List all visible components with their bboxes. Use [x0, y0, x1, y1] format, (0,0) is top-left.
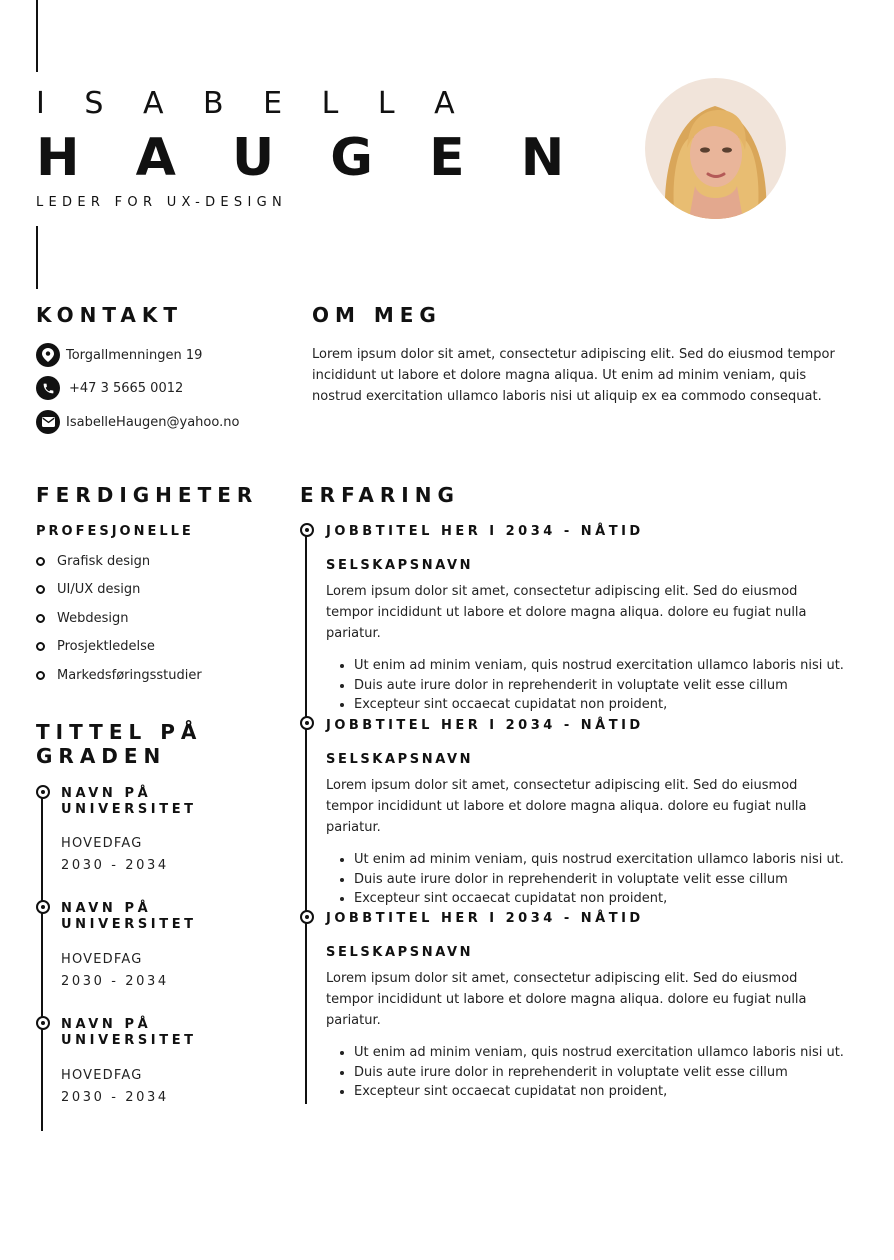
job-description: Lorem ipsum dolor sit amet, consectetur adipiscing elit. Sed do eiusmod tempor incididunt ut labore et dolore magna aliqua. dolore eu fugiat nulla pariatur.: [326, 778, 807, 835]
skills-heading: FERDIGHETER: [36, 483, 259, 507]
skill-item: UI/UX design: [36, 580, 140, 598]
address-text: Torgallmenningen 19: [66, 347, 203, 363]
job-entry: [326, 718, 846, 909]
about-text: Lorem ipsum dolor sit amet, consectetur adipiscing elit. Sed do eiusmod tempor incididunt ut labore et dolore magna aliqua. Ut enim ad minim veniam, quis nostrud exercitation ullamco laboris nisi ut aliquip ex ea commodo consequat.: [312, 347, 835, 404]
timeline-dot-icon: [36, 785, 50, 799]
job-entry: [326, 524, 846, 715]
contact-email: [36, 410, 239, 434]
job-description: Lorem ipsum dolor sit amet, consectetur adipiscing elit. Sed do eiusmod tempor incididunt ut labore et dolore magna aliqua. dolore eu fugiat nulla pariatur.: [326, 584, 807, 641]
degree: HOVEDFAG: [61, 952, 143, 967]
skill-item: Grafisk design: [36, 552, 150, 570]
list-item: • Duis aute irure dolor in reprehenderit in voluptate velit esse cillum: [354, 870, 846, 890]
timeline-dot-icon: [300, 910, 314, 924]
email-text[interactable]: IsabelleHaugen@yahoo.no: [66, 414, 240, 430]
education-timeline-line: [41, 792, 43, 1131]
list-item: • Excepteur sint occaecat cupidatat non proident,: [354, 1082, 846, 1102]
job-title-line: JOBBTITEL HER I 2034 - NÅTID: [326, 524, 644, 539]
job-title: LEDER FOR UX-DESIGN: [36, 195, 287, 210]
bullet-ring-icon: [36, 642, 45, 651]
list-item: • Duis aute irure dolor in reprehenderit in voluptate velit esse cillum: [354, 676, 846, 696]
timeline-dot-icon: [300, 716, 314, 730]
university-name: NAVN PÅ UNIVERSITET: [61, 1017, 197, 1048]
skill-item: Prosjektledelse: [36, 637, 155, 655]
bullet-ring-icon: [36, 557, 45, 566]
education-years: 2030 - 2034: [61, 974, 169, 989]
company-name: SELSKAPSNAVN: [326, 558, 474, 573]
job-bullet-list: [326, 656, 846, 715]
list-item: • Ut enim ad minim veniam, quis nostrud exercitation ullamco laboris nisi ut.: [354, 850, 846, 870]
education-years: 2030 - 2034: [61, 1090, 169, 1105]
education-heading-line2: GRADEN: [36, 744, 167, 768]
skills-subheading: PROFESJONELLE: [36, 524, 194, 539]
bullet-ring-icon: [36, 585, 45, 594]
list-item: • Excepteur sint occaecat cupidatat non proident,: [354, 695, 846, 715]
bullet-ring-icon: [36, 671, 45, 680]
university-name: NAVN PÅ UNIVERSITET: [61, 786, 197, 817]
list-item: • Ut enim ad minim veniam, quis nostrud exercitation ullamco laboris nisi ut.: [354, 1043, 846, 1063]
bullet-ring-icon: [36, 614, 45, 623]
phone-icon: [36, 376, 60, 400]
job-entry: [326, 911, 846, 1102]
job-bullet-list: [326, 1043, 846, 1102]
timeline-dot-icon: [36, 1016, 50, 1030]
contact-address: [36, 343, 202, 367]
company-name: SELSKAPSNAVN: [326, 945, 474, 960]
envelope-icon: [36, 410, 60, 434]
company-name: SELSKAPSNAVN: [326, 752, 474, 767]
timeline-dot-icon: [36, 900, 50, 914]
contact-heading: KONTAKT: [36, 303, 184, 327]
experience-heading: ERFARING: [300, 483, 460, 507]
education-years: 2030 - 2034: [61, 858, 169, 873]
header-divider-bar: [36, 226, 38, 289]
about-heading: OM MEG: [312, 303, 442, 327]
first-name: I S A B E L L A: [36, 86, 470, 121]
skill-item: Webdesign: [36, 609, 128, 627]
list-item: • Duis aute irure dolor in reprehenderit in voluptate velit esse cillum: [354, 1063, 846, 1083]
list-item: • Excepteur sint occaecat cupidatat non proident,: [354, 889, 846, 909]
degree: HOVEDFAG: [61, 836, 143, 851]
timeline-dot-icon: [300, 523, 314, 537]
phone-text[interactable]: +47 3 5665 0012: [69, 380, 184, 396]
experience-timeline-line: [305, 530, 307, 1104]
job-description: Lorem ipsum dolor sit amet, consectetur adipiscing elit. Sed do eiusmod tempor incididunt ut labore et dolore magna aliqua. dolore eu fugiat nulla pariatur.: [326, 971, 807, 1028]
top-accent-bar: [36, 0, 38, 72]
last-name: H A U G E N: [36, 128, 584, 188]
degree: HOVEDFAG: [61, 1068, 143, 1083]
list-item: • Ut enim ad minim veniam, quis nostrud exercitation ullamco laboris nisi ut.: [354, 656, 846, 676]
map-pin-icon: [36, 343, 60, 367]
job-title-line: JOBBTITEL HER I 2034 - NÅTID: [326, 911, 644, 926]
job-title-line: JOBBTITEL HER I 2034 - NÅTID: [326, 718, 644, 733]
profile-photo: [645, 78, 786, 219]
skill-item: Markedsføringsstudier: [36, 666, 202, 684]
university-name: NAVN PÅ UNIVERSITET: [61, 901, 197, 932]
job-bullet-list: [326, 850, 846, 909]
contact-phone: [36, 376, 183, 400]
education-heading-line1: TITTEL PÅ: [36, 720, 203, 744]
